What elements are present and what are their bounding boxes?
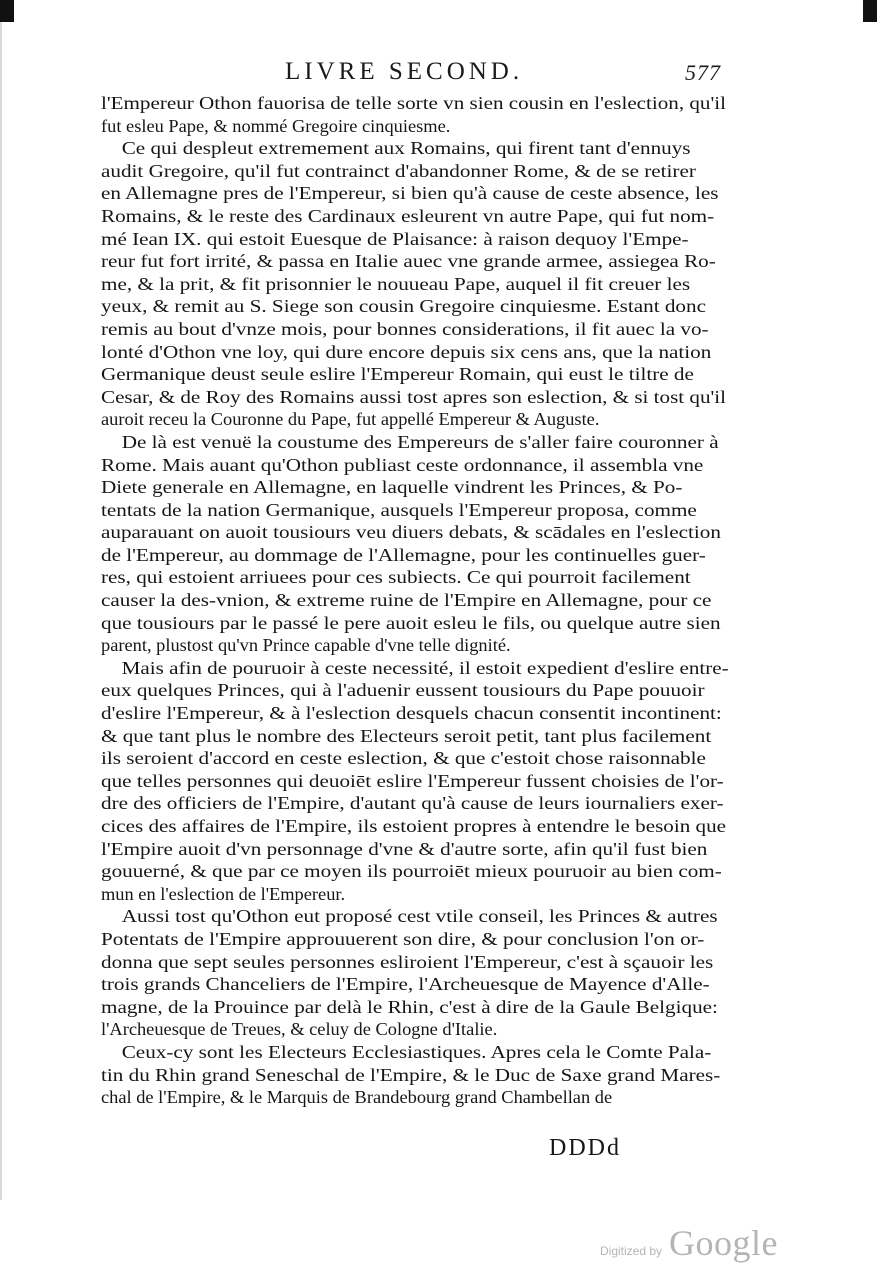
text-line: Rome. Mais auant qu'Othon publiast ceste ordonnance, il assembla vne [101, 454, 704, 475]
page-header [100, 58, 725, 88]
watermark-brand: Google [669, 1223, 779, 1263]
scan-page-edge [0, 22, 2, 1200]
text-line: que tousiours par le passé le pere auoit esleu le fils, ou quelque autre sien [101, 612, 721, 633]
text-line: Mais afin de pouruoir à ceste necessité, il estoit expedient d'eslire entre- [121, 657, 729, 678]
text-line: l'Empereur Othon fauorisa de telle sorte vn sien cousin en l'eslection, qu'il [101, 93, 726, 113]
text-line: auparauant on auoit tousiours veu diuers debats, & scādales en l'eslection [101, 522, 721, 543]
text-line: fut esleu Pape, & nommé Gregoire cinquiesme. [101, 115, 451, 136]
scan-edge-mark-right [863, 0, 877, 22]
text-line: Ce qui despleut extremement aux Romains, qui firent tant d'ennuys [121, 138, 691, 159]
text-line: Romains, & le reste des Cardinaux esleurent vn autre Pape, qui fut nom- [101, 205, 715, 226]
text-line: remis au bout d'vnze mois, pour bonnes considerations, il fit auec la vo- [101, 318, 709, 339]
text-line: que telles personnes qui deuoiēt eslire l'Empereur fussent choisies de l'or- [101, 770, 724, 791]
text-line: tentats de la nation Germanique, ausquels l'Empereur proposa, comme [101, 499, 697, 520]
text-line: d'eslire l'Empereur, & à l'eslection desquels chacun consentit incontinent: [101, 703, 722, 724]
digitization-watermark [600, 1222, 778, 1262]
text-line: en Allemagne pres de l'Empereur, si bien qu'à cause de ceste absence, les [101, 183, 719, 204]
text-line: Potentats de l'Empire approuuerent son dire, & pour conclusion l'on or- [101, 928, 705, 949]
text-line: l'Empire auoit d'vn personnage d'vne & d'autre sorte, afin qu'il fust bien [101, 838, 708, 859]
text-line: Germanique deust seule eslire l'Empereur Romain, qui eust le tiltre de [101, 364, 694, 385]
text-line: res, qui estoient arriuees pour ces subiects. Ce qui pourroit facilement [101, 567, 691, 588]
text-line: dre des officiers de l'Empire, d'autant qu'à cause de leurs iournaliers exer- [101, 793, 724, 814]
text-line: me, & la prit, & fit prisonnier le nouueau Pape, auquel il fit creuer les [101, 273, 691, 294]
text-line: eux quelques Princes, qui à l'aduenir eussent tousiours du Pape pouuoir [101, 680, 705, 701]
text-line: Cesar, & de Roy des Romains aussi tost apres son eslection, & si tost qu'il [101, 386, 727, 407]
text-line: & que tant plus le nombre des Electeurs seroit petit, tant plus facilement [101, 725, 712, 746]
text-line: Aussi tost qu'Othon eut proposé cest vtile conseil, les Princes & autres [121, 906, 718, 927]
text-line: parent, plustost qu'vn Prince capable d'vne telle dignité. [101, 635, 511, 656]
text-line: l'Archeuesque de Treues, & celuy de Cologne d'Italie. [101, 1019, 498, 1040]
text-line: tin du Rhin grand Seneschal de l'Empire, & le Duc de Saxe grand Mares- [101, 1064, 721, 1085]
text-line: mé Iean IX. qui estoit Euesque de Plaisance: à raison dequoy l'Empe- [101, 228, 689, 249]
text-line: De là est venuë la coustume des Empereurs de s'aller faire couronner à [121, 431, 719, 452]
text-line: ils seroient d'accord en ceste eslection, & que c'estoit chose raisonnable [101, 748, 706, 769]
running-head: LIVRE SECOND. [285, 58, 524, 85]
text-line: magne, de la Prouince par delà le Rhin, c'est à dire de la Gaule Belgique: [101, 996, 718, 1017]
body-text [101, 92, 729, 1109]
text-line: causer la des-vnion, & extreme ruine de l'Empire en Allemagne, pour ce [101, 590, 712, 611]
text-line: chal de l'Empire, & le Marquis de Brandebourg grand Chambellan de [101, 1087, 613, 1108]
text-line: donna que sept seules personnes esliroient l'Empereur, c'est à sçauoir les [101, 951, 714, 972]
text-line: lonté d'Othon vne loy, qui dure encore depuis six cens ans, que la nation [101, 341, 712, 362]
text-line: Ceux-cy sont les Electeurs Ecclesiastiques. Apres cela le Comte Pala- [121, 1041, 712, 1062]
text-line: yeux, & remit au S. Siege son cousin Gregoire cinquiesme. Estant donc [101, 296, 706, 317]
text-line: reur fut fort irrité, & passa en Italie auec vne grande armee, assiegea Ro- [101, 251, 716, 272]
text-line: mun en l'eslection de l'Empereur. [101, 883, 346, 904]
text-line: gouuerné, & que par ce moyen ils pourroiēt mieux pouruoir au bien com- [101, 861, 722, 882]
text-line: audit Gregoire, qu'il fut contrainct d'abandonner Rome, & de se retirer [101, 160, 696, 181]
text-line: trois grands Chanceliers de l'Empire, l'Archeuesque de Mayence d'Alle- [101, 974, 710, 995]
text-line: auroit receu la Couronne du Pape, fut appellé Empereur & Auguste. [101, 409, 600, 430]
text-line: de l'Empereur, au dommage de l'Allemagne, pour les continuelles guer- [101, 544, 706, 565]
text-line: Diete generale en Allemagne, en laquelle vindrent les Princes, & Po- [101, 477, 683, 498]
page-number: 577 [685, 60, 721, 85]
text-line: cices des affaires de l'Empire, ils estoient propres à entendre le besoin que [101, 816, 726, 836]
watermark-prefix: Digitized by [600, 1244, 663, 1258]
signature-mark: DDDd [549, 1135, 621, 1161]
scan-edge-mark-left [0, 0, 14, 22]
